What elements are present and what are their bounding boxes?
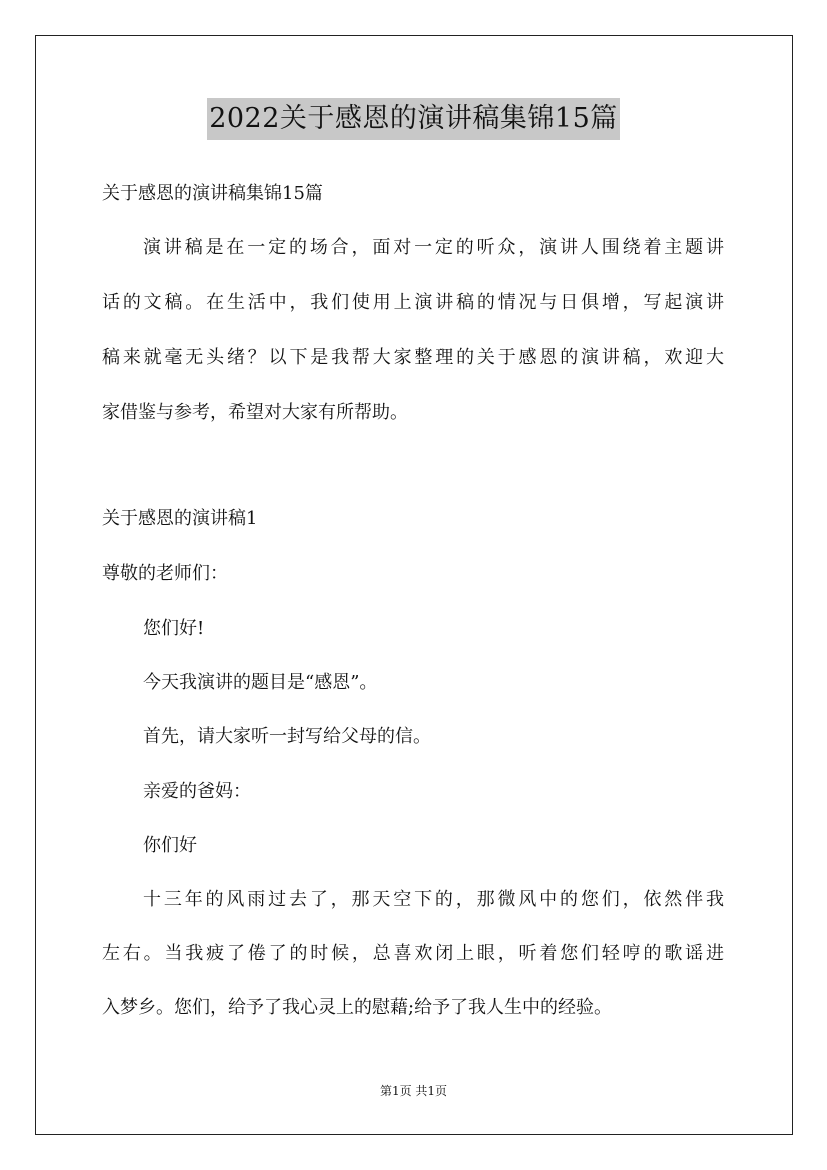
letter-greeting: 你们好: [143, 835, 197, 856]
salutation: 尊敬的老师们：: [102, 563, 228, 584]
section-heading: 关于感恩的演讲稿1: [102, 508, 258, 529]
document-subtitle: 关于感恩的演讲稿集锦15篇: [102, 183, 323, 204]
document-title: 2022关于感恩的演讲稿集锦15篇: [207, 98, 620, 140]
intro-line-3: 稿来就毫无头绪？以下是我帮大家整理的关于感恩的演讲稿，欢迎大: [102, 347, 724, 368]
letter-salutation: 亲爱的爸妈：: [143, 781, 251, 802]
intro-line-1: 演讲稿是在一定的场合，面对一定的听众，演讲人围绕着主题讲: [143, 237, 724, 258]
letter-line-3: 入梦乡。您们，给予了我心灵上的慰藉;给予了我人生中的经验。: [102, 997, 613, 1018]
letter-line-2: 左右。当我疲了倦了的时候，总喜欢闭上眼，听着您们轻哼的歌谣进: [102, 943, 724, 964]
letter-intro: 首先，请大家听一封写给父母的信。: [143, 726, 431, 747]
intro-line-2: 话的文稿。在生活中，我们使用上演讲稿的情况与日俱增，写起演讲: [102, 292, 724, 313]
letter-line-1: 十三年的风雨过去了，那天空下的，那微风中的您们，依然伴我: [143, 889, 724, 910]
speech-topic: 今天我演讲的题目是“感恩”。: [143, 672, 378, 693]
intro-line-4: 家借鉴与参考，希望对大家有所帮助。: [102, 402, 408, 423]
greeting: 您们好!: [143, 618, 205, 639]
page-footer: 第1页 共1页: [379, 1084, 448, 1098]
title-container: [0, 98, 827, 140]
